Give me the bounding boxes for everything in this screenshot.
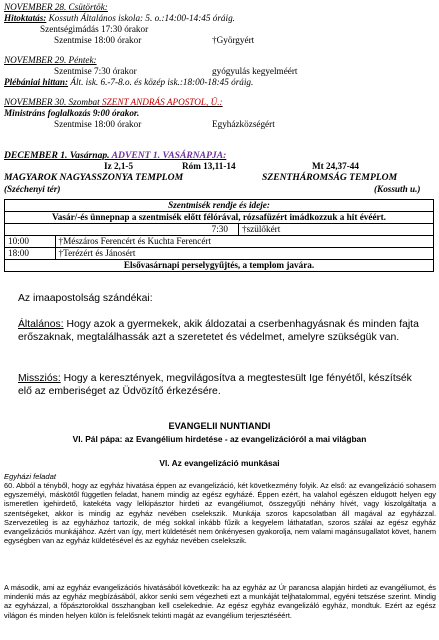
- nov28-line3-right: †Györgyért: [212, 35, 255, 45]
- nov29-line2-rest: Ált. isk. 6.-7-8.o. és közép isk.:18:00-18:45 óráig.: [68, 77, 254, 87]
- encyclical-para2: A második, ami az egyház evangelizációs hivatásából következik: ha az egyház az Úr parancsa alapján hirdeti az evangéliumot, és mindenki más az egyház megbízásából, akkor senki sem végezheti ezt a munkáját teljhatalommal, egyéni tetszése szerint. Mindig az egyházzal, a főpásztorokkal összhangban kell cselekednie. Az egész egyház evangelizáló egyház, mondtuk. Ezért az egész világon és minden helyen külön is felelősnek tekinti magát az evangélium terjesztéséért.: [4, 583, 436, 620]
- schedule-footer: Elsővasárnapi perselygyűjtés, a templom javára.: [5, 260, 434, 272]
- church-right: SZENTHÁROMSÁG TEMPLOM: [262, 172, 398, 183]
- dec1-reading3: Mt 24,37-44: [312, 161, 359, 171]
- nov30-line1: Ministráns foglalkozás 9:00 órakor.: [4, 108, 140, 118]
- schedule-row1-time: 7:30: [55, 224, 239, 236]
- dec1-reading1: Iz 2,1-5: [104, 161, 134, 171]
- schedule-title: Szentmisék rendje és ideje:: [5, 200, 434, 212]
- schedule-row2-intent: †Mészáros Ferencért és Kuchta Ferencért: [55, 236, 434, 248]
- place-left: (Széchenyi tér): [4, 184, 61, 194]
- place-right: (Kossuth u.): [374, 184, 421, 194]
- schedule-row3-time: 18:00: [5, 248, 56, 260]
- nov30-line2-left: Szentmise 18:00 órakor: [54, 119, 142, 129]
- nov28-line1: [4, 13, 235, 24]
- nov29-line2: [4, 77, 253, 88]
- nov30-line2-right: Egyházközségért: [212, 119, 275, 129]
- nov29-header: NOVEMBER 29. Péntek:: [4, 55, 97, 65]
- schedule-row-empty: [5, 224, 56, 236]
- encyclical-subtitle: VI. Pál pápa: az Evangélium hirdetése - az evangelizációról a mai világban: [72, 434, 367, 444]
- church-left: MAGYAROK NAGYASSZONYA TEMPLOM: [4, 172, 184, 183]
- dec1-header-date: DECEMBER 1. Vasárnap.: [4, 150, 110, 161]
- nov29-line1-left: Szentmise 7:30 órakor: [54, 66, 137, 76]
- prayer-mission-text: Hogy a keresztények, megvilágosítva a megtestesült Ige fényétől, készítsék elő az emberiséget az Üdvözítő érkezésére.: [18, 373, 412, 398]
- nov30-header-saint: SZENT ANDRÁS APOSTOL, Ü.:: [99, 97, 223, 107]
- nov29-line2-label: Plébániai hittan:: [4, 77, 69, 87]
- nov30-header-date: NOVEMBER 30. Szombat: [4, 97, 100, 107]
- encyclical-title: EVANGELII NUNTIANDI: [168, 421, 271, 431]
- encyclical-para1: 60. Abból a tényből, hogy az egyház hivatása éppen az evangelizáció, két következmény folyik. Az első: az evangelizáció sohasem egyszemélyi, máskötől független feladat, hanem mindig az egész egyházé. Éppen ezért, ha valahol egészen eldugott helyen egy ismeretlen igehirdető, katekéta vagy lelkipásztor hirdeti az evangéliumot, összegyűjti néhány hívét, vagy kiszolgáltatja a szentségeket, akkor is mindig az egyház nevében cselekszik. Munkája szoros kapcsolatban áll magával az egyházzal. Szervezetileg is az egyházhoz tartozik, de még sokkal inkább fűzik a kegyelem láthatatlan, szoros szálai az egész egyház evangelizációs munkájához. Azért van így, mert küldetését nem önkényesen gyakorolja, nem valami magánsugallatot követ, hanem egységben van az egyház küldetésével és az egyház nevében cselekszik.: [4, 481, 436, 546]
- schedule-row2-time: 10:00: [5, 236, 56, 248]
- nov28-line2: Szentségimádás 17:30 órakor: [40, 24, 149, 34]
- nov28-line1-rest: Kossuth Általános iskola: 5. o.:14:00-14:45 óráig.: [46, 13, 235, 23]
- encyclical-chapter: VI. Az evangelizáció munkásai: [159, 458, 280, 468]
- mass-schedule-table: [4, 199, 434, 272]
- nov28-line3-left: Szentmise 18:00 órakor: [54, 35, 142, 45]
- schedule-row1-intent: †szülőkért: [239, 224, 434, 236]
- nov28-line1-label: Hitoktatás:: [4, 13, 47, 23]
- schedule-notice: Vasár/-és ünnepnap a szentmisék előtt félórával, rózsafüzért imádkozzuk a hit évéért.: [5, 212, 434, 224]
- encyclical-section: Egyházi feladat: [4, 472, 56, 481]
- prayer-mission: [18, 372, 422, 399]
- prayer-mission-label: Missziós:: [18, 373, 61, 384]
- dec1-reading2: Róm 13,11-14: [182, 161, 236, 171]
- prayer-heading: Az imaapostolság szándékai:: [18, 293, 153, 304]
- prayer-general-label: Általános:: [18, 319, 64, 330]
- prayer-general-text: Hogy azok a gyermekek, akik áldozatai a cserbenhagyásnak és minden fajta erőszaknak, megtalálhassák azt a szeretetet és védelmet, amelyre szükségük van.: [18, 319, 419, 344]
- schedule-row3-intent: †Terézért és Jánosért: [55, 248, 434, 260]
- nov29-line1-right: gyógyulás kegyelméért: [212, 66, 298, 76]
- dec1-header-feast: ADVENT 1. VASÁRNAPJA:: [109, 150, 227, 161]
- dec1-header: [4, 150, 226, 161]
- prayer-general: [18, 318, 422, 345]
- nov30-header: [4, 97, 223, 108]
- nov28-header: NOVEMBER 28. Csütörtök:: [4, 2, 108, 12]
